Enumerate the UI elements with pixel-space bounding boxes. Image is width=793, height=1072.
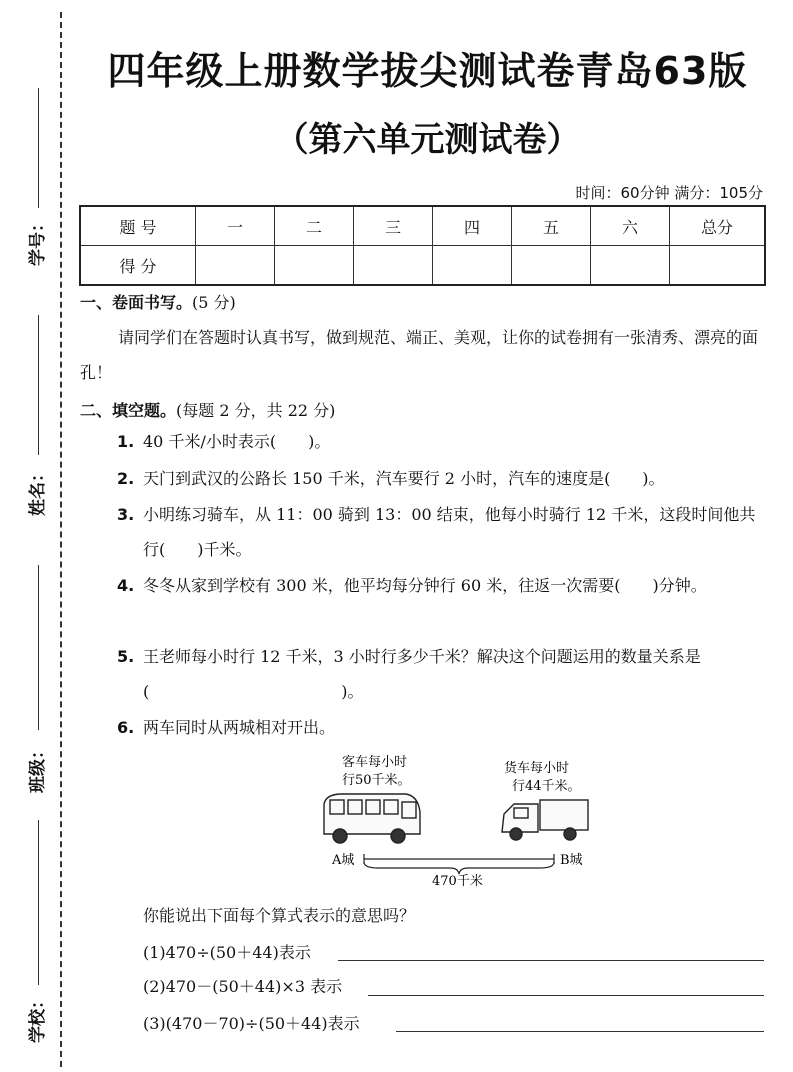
q6-item-2-label: (2)470－(50＋44)×3 表示 bbox=[143, 977, 343, 996]
q6-item-3-answer-line[interactable] bbox=[396, 1031, 764, 1032]
q6-prompt: 你能说出下面每个算式表示的意思吗？ bbox=[143, 906, 416, 925]
bus-caption-line2: 行50千米。 bbox=[342, 773, 411, 788]
name-label: 姓名： bbox=[28, 465, 48, 516]
question-text: 小明练习骑车，从 11：00 骑到 13：00 结束，他每小时骑行 12 千米，这段时间他共行( )千米。 bbox=[143, 505, 756, 559]
two-vehicles-illustration bbox=[318, 752, 594, 887]
exam-meta: 时间：60分钟 满分：105分 bbox=[575, 184, 763, 202]
student-id-line[interactable] bbox=[38, 88, 39, 208]
question-2 bbox=[117, 461, 767, 496]
section1-title: 一、卷面书写。 bbox=[80, 293, 193, 312]
question-number: 6. bbox=[117, 718, 135, 737]
score-header-cell: 四 bbox=[433, 206, 512, 246]
truck-caption-line1: 货车每小时 bbox=[504, 761, 570, 776]
question-number: 4. bbox=[117, 576, 135, 595]
page-subtitle: （第六单元测试卷） bbox=[274, 120, 581, 160]
section1-heading bbox=[80, 290, 236, 313]
page-title: 四年级上册数学拔尖测试卷青岛63版 bbox=[107, 49, 748, 93]
question-5 bbox=[117, 639, 767, 709]
score-table bbox=[79, 205, 766, 286]
section1-text: 请同学们在答题时认真书写，做到规范、端正、美观，让你的试卷拥有一张清秀、漂亮的面孔！ bbox=[80, 328, 759, 382]
score-header-cell: 总分 bbox=[670, 206, 766, 246]
score-header-cell: 二 bbox=[275, 206, 354, 246]
question-4 bbox=[117, 568, 767, 603]
student-id-label: 学号： bbox=[28, 215, 48, 266]
section2-title: 二、填空题。 bbox=[80, 401, 177, 420]
score-header-cell: 题 号 bbox=[80, 206, 196, 246]
question-text: 天门到武汉的公路长 150 千米，汽车要行 2 小时，汽车的速度是( )。 bbox=[143, 469, 665, 488]
q6-item-3-label: (3)(470－70)÷(50＋44)表示 bbox=[143, 1014, 360, 1033]
question-text: 王老师每小时行 12 千米，3 小时行多少千米？解决这个问题运用的数量关系是( )。 bbox=[143, 647, 701, 701]
question-6 bbox=[117, 710, 767, 745]
question-text: 两车同时从两城相对开出。 bbox=[143, 718, 336, 737]
question-text: 40 千米/小时表示( )。 bbox=[143, 432, 331, 451]
truck-caption-line2: 行44千米。 bbox=[512, 779, 581, 794]
score-table-header-row bbox=[80, 206, 765, 246]
score-table-score-row bbox=[80, 246, 765, 286]
class-label: 班级： bbox=[28, 742, 48, 793]
question-1 bbox=[117, 424, 767, 459]
section2-points: (每题 2 分，共 22 分) bbox=[176, 401, 336, 420]
score-cell[interactable] bbox=[670, 246, 766, 286]
question-3 bbox=[117, 497, 767, 567]
city-b-label: B城 bbox=[560, 853, 583, 868]
bus-caption-line1: 客车每小时 bbox=[342, 755, 408, 770]
school-label: 学校： bbox=[28, 992, 48, 1043]
question-number: 1. bbox=[117, 432, 135, 451]
school-line[interactable] bbox=[38, 820, 39, 985]
class-line[interactable] bbox=[38, 565, 39, 730]
score-row-label: 得 分 bbox=[80, 246, 196, 286]
score-cell[interactable] bbox=[354, 246, 433, 286]
question-number: 2. bbox=[117, 469, 135, 488]
distance-line bbox=[364, 854, 554, 874]
score-cell[interactable] bbox=[433, 246, 512, 286]
score-header-cell: 六 bbox=[591, 206, 670, 246]
binding-margin bbox=[0, 0, 62, 1072]
city-a-label: A城 bbox=[332, 853, 355, 868]
name-line[interactable] bbox=[38, 315, 39, 455]
question-number: 5. bbox=[117, 647, 135, 666]
question-text: 冬冬从家到学校有 300 米，他平均每分钟行 60 米，往返一次需要( )分钟。 bbox=[143, 576, 707, 595]
score-header-cell: 一 bbox=[196, 206, 275, 246]
q6-item-1-answer-line[interactable] bbox=[338, 960, 764, 961]
score-header-cell: 三 bbox=[354, 206, 433, 246]
score-header-cell: 五 bbox=[512, 206, 591, 246]
score-cell[interactable] bbox=[591, 246, 670, 286]
q6-item-1-label: (1)470÷(50＋44)表示 bbox=[143, 943, 311, 962]
score-cell[interactable] bbox=[275, 246, 354, 286]
bus-icon bbox=[324, 794, 420, 843]
cut-line bbox=[60, 12, 62, 1067]
score-cell[interactable] bbox=[512, 246, 591, 286]
q6-item-2-answer-line[interactable] bbox=[368, 995, 764, 996]
section1-points: (5 分) bbox=[192, 293, 236, 312]
score-cell[interactable] bbox=[196, 246, 275, 286]
truck-icon bbox=[502, 800, 588, 840]
distance-label: 470千米 bbox=[432, 874, 483, 887]
section2-heading bbox=[80, 398, 335, 421]
question-number: 3. bbox=[117, 505, 135, 524]
